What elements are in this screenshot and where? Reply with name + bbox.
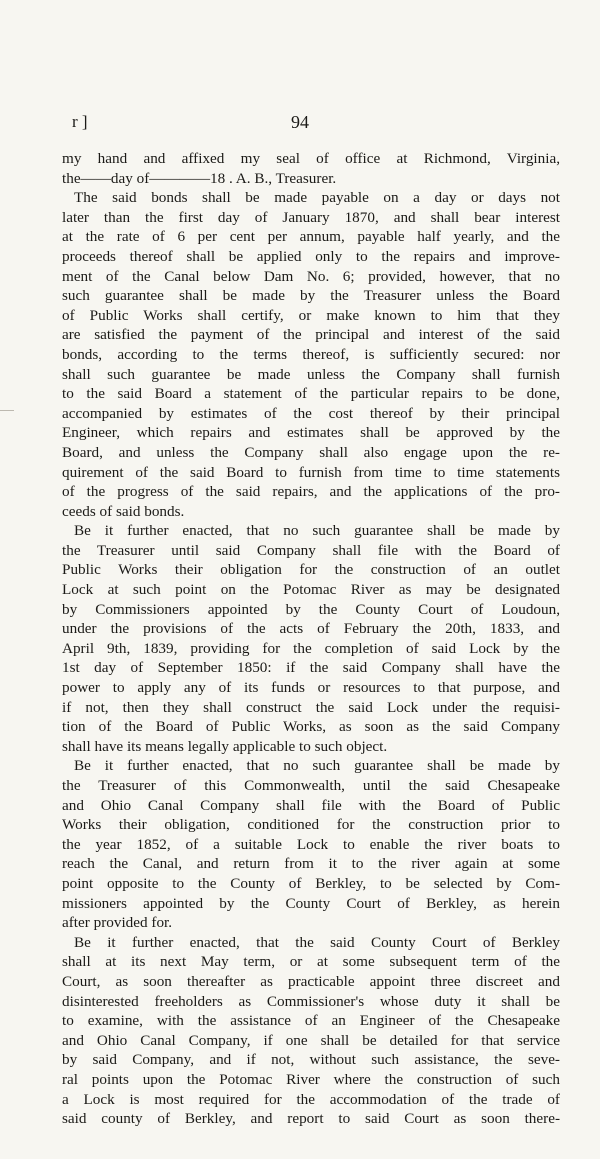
- text-line: ment of the Canal below Dam No. 6; provided, however, that no: [62, 267, 560, 285]
- text-line: 1st day of September 1850: if the said Company shall have the: [62, 659, 560, 677]
- text-line: shall have its means legally applicable to such object.: [62, 737, 388, 755]
- text-line: Lock at such point on the Potomac River as may be designated: [62, 581, 560, 599]
- margin-mark: [0, 410, 14, 411]
- header-marker: r ]: [72, 112, 88, 131]
- text-line: Be it further enacted, that the said County Court of Berkley: [74, 933, 560, 951]
- text-line: to the said Board a statement of the particular repairs to be done,: [62, 385, 560, 403]
- page-header: [0, 112, 600, 136]
- text-line: if not, then they shall construct the said Lock under the requisi-: [62, 698, 560, 716]
- text-line: The said bonds shall be made payable on a day or days not: [74, 189, 560, 207]
- text-line: ral points upon the Potomac River where the construction of such: [62, 1070, 560, 1088]
- text-line: Board, and unless the Company shall also engage upon the re-: [62, 443, 560, 461]
- text-line: power to apply any of its funds or resources to that purpose, and: [62, 679, 560, 697]
- text-line: such guarantee shall be made by the Treasurer unless the Board: [62, 287, 560, 305]
- text-line: and Ohio Canal Company, if one shall be detailed for that service: [62, 1031, 560, 1049]
- text-line: to examine, with the assistance of an Engineer of the Chesapeake: [62, 1012, 560, 1030]
- text-line: Be it further enacted, that no such guarantee shall be made by: [74, 757, 560, 775]
- text-line: the Treasurer of this Commonwealth, until the said Chesapeake: [62, 777, 560, 794]
- text-line: a Lock is most required for the accommodation of the trade of: [62, 1090, 560, 1108]
- text-line: the year 1852, of a suitable Lock to enable the river boats to: [62, 835, 560, 853]
- text-line: point opposite to the County of Berkley, to be selected by Com-: [62, 874, 560, 892]
- text-line: by Commissioners appointed by the County Court of Loudoun,: [62, 600, 560, 618]
- text-line: ceeds of said bonds.: [62, 502, 185, 520]
- text-line: Court, as soon thereafter as practicable appoint three discreet and: [62, 972, 560, 990]
- text-line: by said Company, and if not, without such assistance, the seve-: [62, 1051, 560, 1069]
- text-line: accompanied by estimates of the cost thereof by their principal: [62, 404, 560, 422]
- text-line: the Treasurer until said Company shall file with the Board of: [62, 541, 560, 559]
- text-line: and Ohio Canal Company shall file with the Board of Public: [62, 796, 560, 814]
- text-line: shall at its next May term, or at some subsequent term of the: [62, 953, 560, 971]
- text-line: missioners appointed by the County Court of Berkley, as herein: [62, 894, 560, 912]
- body-text: [62, 149, 560, 1129]
- text-line: Engineer, which repairs and estimates shall be approved by the: [62, 424, 560, 442]
- text-line: the——day of————18 . A. B., Treasurer.: [62, 169, 337, 187]
- text-line: Works their obligation, conditioned for the construction prior to: [62, 816, 560, 834]
- text-line: my hand and affixed my seal of office at Richmond, Virginia,: [62, 150, 560, 167]
- text-line: bonds, according to the terms thereof, is sufficiently secured: nor: [62, 345, 560, 363]
- text-line: disinterested freeholders as Commissioner's whose duty it shall be: [62, 992, 560, 1010]
- text-line: Be it further enacted, that no such guarantee shall be made by: [74, 522, 560, 540]
- text-line: shall such guarantee be made unless the Company shall furnish: [62, 365, 560, 383]
- text-line: quirement of the said Board to furnish from time to time statements: [62, 463, 560, 481]
- text-line: Public Works their obligation for the construction of an outlet: [62, 561, 560, 579]
- text-line: tion of the Board of Public Works, as soon as the said Company: [62, 718, 560, 736]
- text-line: April 9th, 1839, providing for the completion of said Lock by the: [62, 639, 560, 657]
- text-line: later than the first day of January 1870, and shall bear interest: [62, 208, 560, 226]
- text-line: said county of Berkley, and report to said Court as soon there-: [62, 1110, 560, 1128]
- text-line: reach the Canal, and return from it to the river again at some: [62, 855, 560, 873]
- text-line: under the provisions of the acts of February the 20th, 1833, and: [62, 620, 560, 638]
- text-line: of Public Works shall certify, or make known to him that they: [62, 306, 560, 324]
- text-line: at the rate of 6 per cent per annum, payable half yearly, and the: [62, 228, 560, 246]
- text-line: after provided for.: [62, 914, 173, 932]
- page-number: 94: [291, 112, 309, 132]
- text-line: are satisfied the payment of the principal and interest of the said: [62, 326, 560, 344]
- text-line: of the progress of the said repairs, and the applications of the pro-: [62, 483, 560, 501]
- text-line: proceeds thereof shall be applied only to the repairs and improve-: [62, 247, 560, 265]
